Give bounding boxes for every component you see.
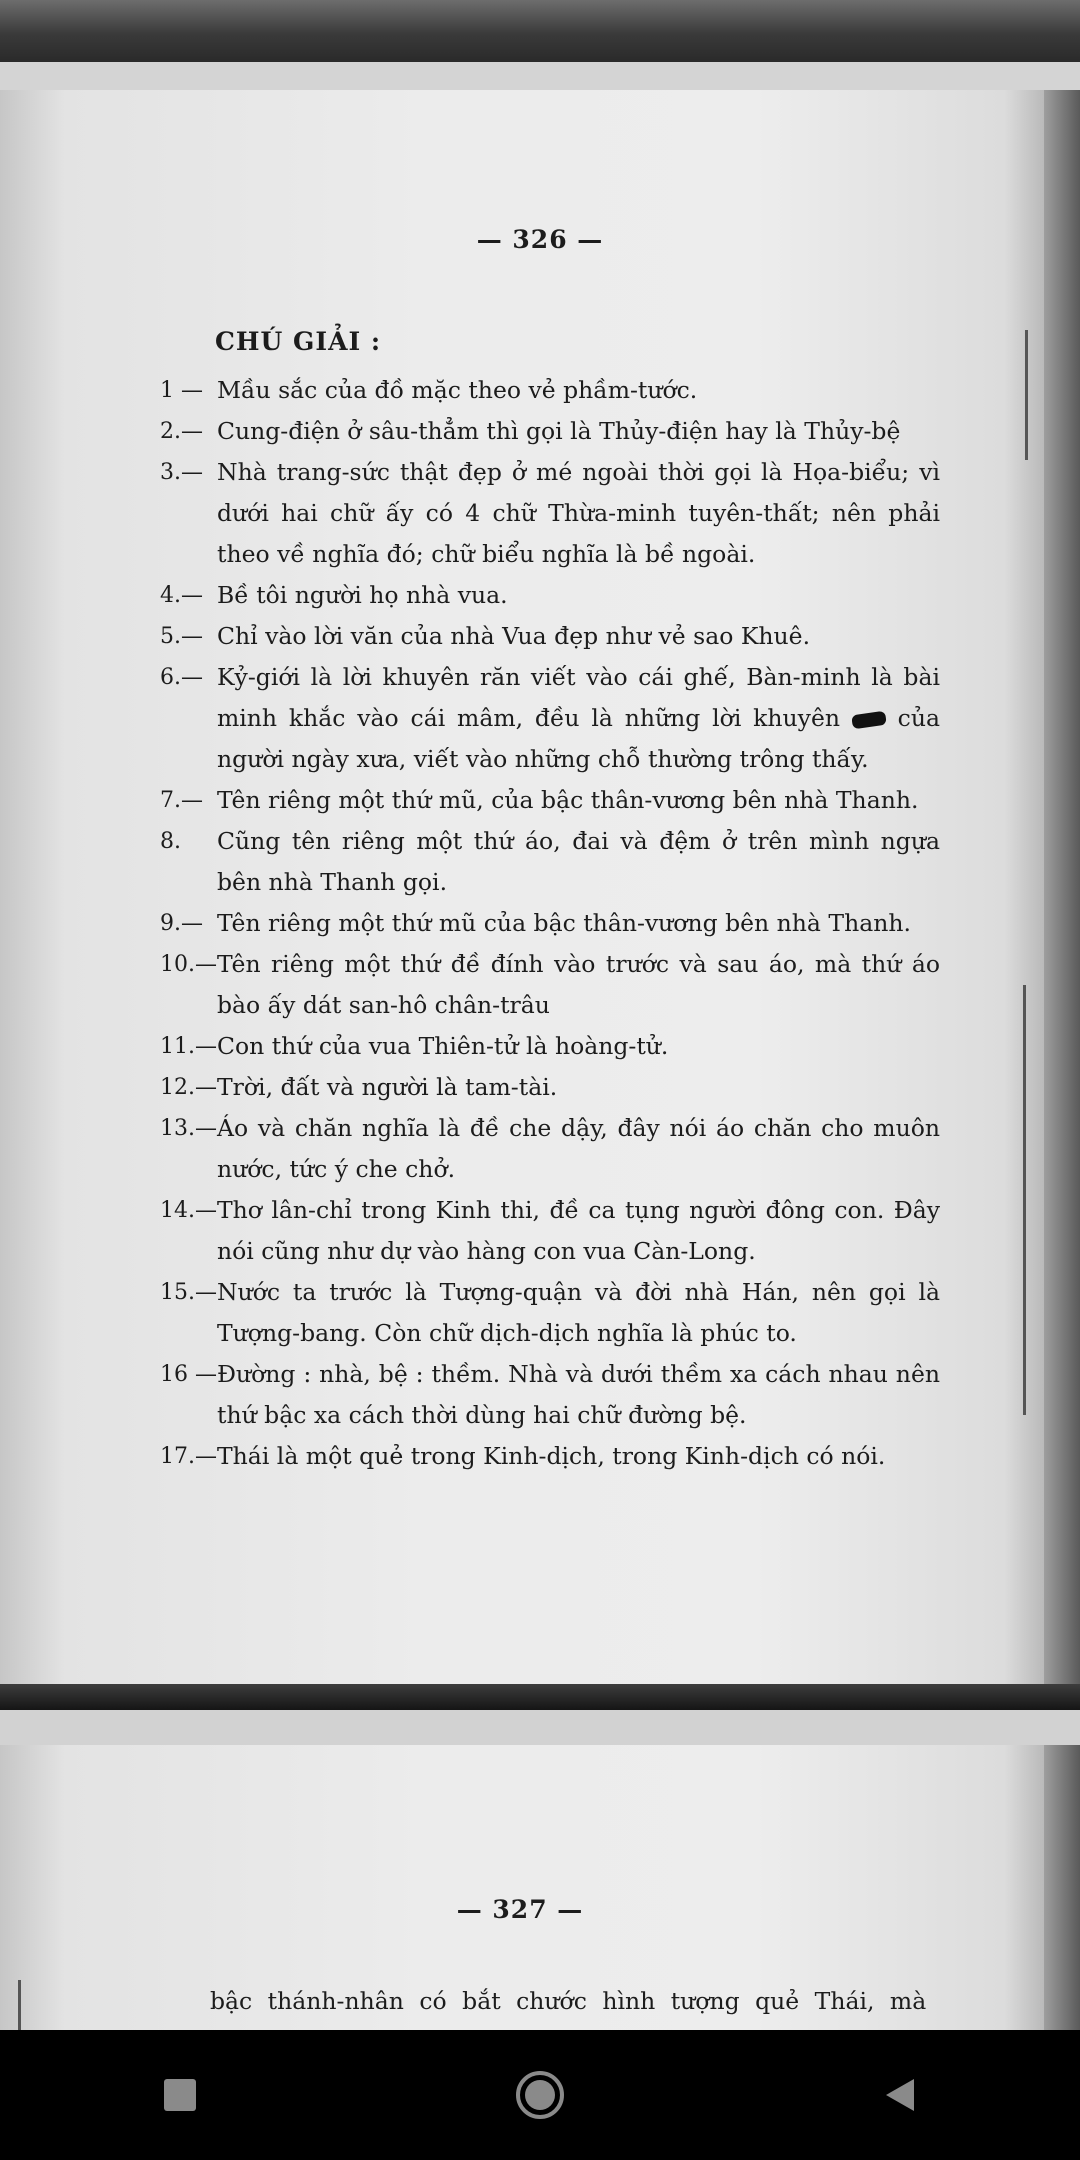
- note-text: Thơ lân-chỉ trong Kinh thi, đề ca tụng người đông con. Đây nói cũng như dự vào hàng con vua Càn-Long.: [217, 1196, 940, 1265]
- page-edge-shadow: [1044, 1745, 1080, 2030]
- recents-button[interactable]: [120, 2045, 240, 2145]
- note-item: [160, 1108, 940, 1190]
- note-text: Chỉ vào lời văn của nhà Vua đẹp như vẻ sao Khuê.: [217, 622, 811, 650]
- note-text: Thái là một quẻ trong Kinh-dịch, trong Kinh-dịch có nói.: [217, 1442, 886, 1470]
- note-item: [160, 944, 940, 1026]
- note-number: 5.—: [160, 624, 203, 649]
- note-item: [160, 1190, 940, 1272]
- note-item: [160, 370, 940, 411]
- note-text: Cung-điện ở sâu-thẳm thì gọi là Thủy-điện hay là Thủy-bệ: [217, 417, 901, 445]
- note-item: [160, 452, 940, 575]
- note-text: Đường : nhà, bệ : thềm. Nhà và dưới thềm xa cách nhau nên thứ bậc xa cách thời dùng hai chữ đường bệ.: [217, 1360, 940, 1429]
- note-number: 16 —: [160, 1362, 217, 1387]
- section-title: CHÚ GIẢI :: [215, 327, 382, 356]
- note-text: Cũng tên riêng một thứ áo, đai và đệm ở trên mình ngựa bên nhà Thanh gọi.: [217, 827, 940, 896]
- note-text: Áo và chăn nghĩa là đề che dậy, đây nói áo chăn cho muôn nước, tức ý che chở.: [217, 1114, 940, 1183]
- home-button[interactable]: [480, 2045, 600, 2145]
- square-recents-icon: [162, 2077, 198, 2113]
- note-text: Bề tôi người họ nhà vua.: [217, 581, 508, 609]
- note-number: 7.—: [160, 788, 203, 813]
- note-item: [160, 616, 940, 657]
- page-gap: [0, 1710, 1080, 1745]
- note-item: [160, 657, 940, 780]
- back-button[interactable]: [840, 2045, 960, 2145]
- note-item: [160, 821, 940, 903]
- circle-home-icon: [513, 2068, 567, 2122]
- note-number: 11.—: [160, 1034, 217, 1059]
- note-text: Nước ta trước là Tượng-quận và đời nhà Hán, nên gọi là Tượng-bang. Còn chữ dịch-dịch nghĩa là phúc to.: [217, 1278, 940, 1347]
- ink-smudge: [851, 710, 887, 729]
- margin-line: [1025, 330, 1028, 460]
- note-item: [160, 1067, 940, 1108]
- note-item: [160, 1272, 940, 1354]
- note-text: Tên riêng một thứ mũ, của bậc thân-vương bên nhà Thanh.: [217, 786, 919, 814]
- page-number: — 326 —: [476, 225, 604, 254]
- page-gap: [0, 62, 1080, 90]
- note-text: Tên riêng một thứ mũ của bậc thân-vương bên nhà Thanh.: [217, 909, 911, 937]
- page-edge-shadow: [1044, 90, 1080, 1710]
- note-number: 8.: [160, 829, 181, 854]
- note-text: Con thứ của vua Thiên-tử là hoàng-tử.: [217, 1032, 669, 1060]
- note-item: [160, 780, 940, 821]
- note-item: [160, 1436, 940, 1477]
- note-number: 12.—: [160, 1075, 217, 1100]
- note-text-continued: của người ngày xưa, viết vào những chỗ thường trông thấy.: [217, 704, 940, 773]
- note-text-wrapper: [217, 657, 940, 780]
- note-text: Mầu sắc của đồ mặc theo vẻ phầm-tước.: [217, 376, 698, 404]
- margin-line: [1023, 985, 1026, 1415]
- note-number: 6.—: [160, 665, 203, 690]
- note-item: [160, 411, 940, 452]
- note-item: [160, 1026, 940, 1067]
- page-327: [0, 1745, 1080, 2030]
- note-text: Tên riêng một thứ đề đính vào trước và sau áo, mà thứ áo bào ấy dát san-hô chân-trâu: [217, 950, 940, 1019]
- note-number: 2.—: [160, 419, 203, 444]
- note-number: 10.—: [160, 952, 217, 977]
- note-number: 1 —: [160, 378, 203, 403]
- note-number: 14.—: [160, 1198, 217, 1223]
- note-text: Kỷ-giới là lời khuyên răn viết vào cái ghế, Bàn-minh là bài minh khắc vào cái mâm, đều là những lời khuyên: [217, 663, 940, 732]
- triangle-back-icon: [880, 2075, 920, 2115]
- note-number: 3.—: [160, 460, 203, 485]
- page-number: — 327 —: [456, 1895, 584, 1924]
- note-text: Trời, đất và người là tam-tài.: [217, 1073, 558, 1101]
- android-navigation-bar: [0, 2030, 1080, 2160]
- note-number: 17.—: [160, 1444, 217, 1469]
- note-item: [160, 1354, 940, 1436]
- note-item: [160, 575, 940, 616]
- note-number: 13.—: [160, 1116, 217, 1141]
- note-number: 15.—: [160, 1280, 217, 1305]
- page-text-line: bậc thánh-nhân có bắt chước hình tượng quẻ Thái, mà: [210, 1987, 927, 2015]
- note-text: Nhà trang-sức thật đẹp ở mé ngoài thời gọi là Họa-biểu; vì dưới hai chữ ấy có 4 chữ Thừa-minh tuyên-thất; nên phải theo về nghĩa đó; chữ biểu nghĩa là bề ngoài.: [217, 458, 940, 568]
- notes-list: [160, 370, 940, 1477]
- previous-page-edge: [0, 0, 1080, 62]
- note-number: 4.—: [160, 583, 203, 608]
- note-item: [160, 903, 940, 944]
- page-326: [0, 90, 1080, 1710]
- note-number: 9.—: [160, 911, 203, 936]
- margin-line: [18, 1980, 21, 2030]
